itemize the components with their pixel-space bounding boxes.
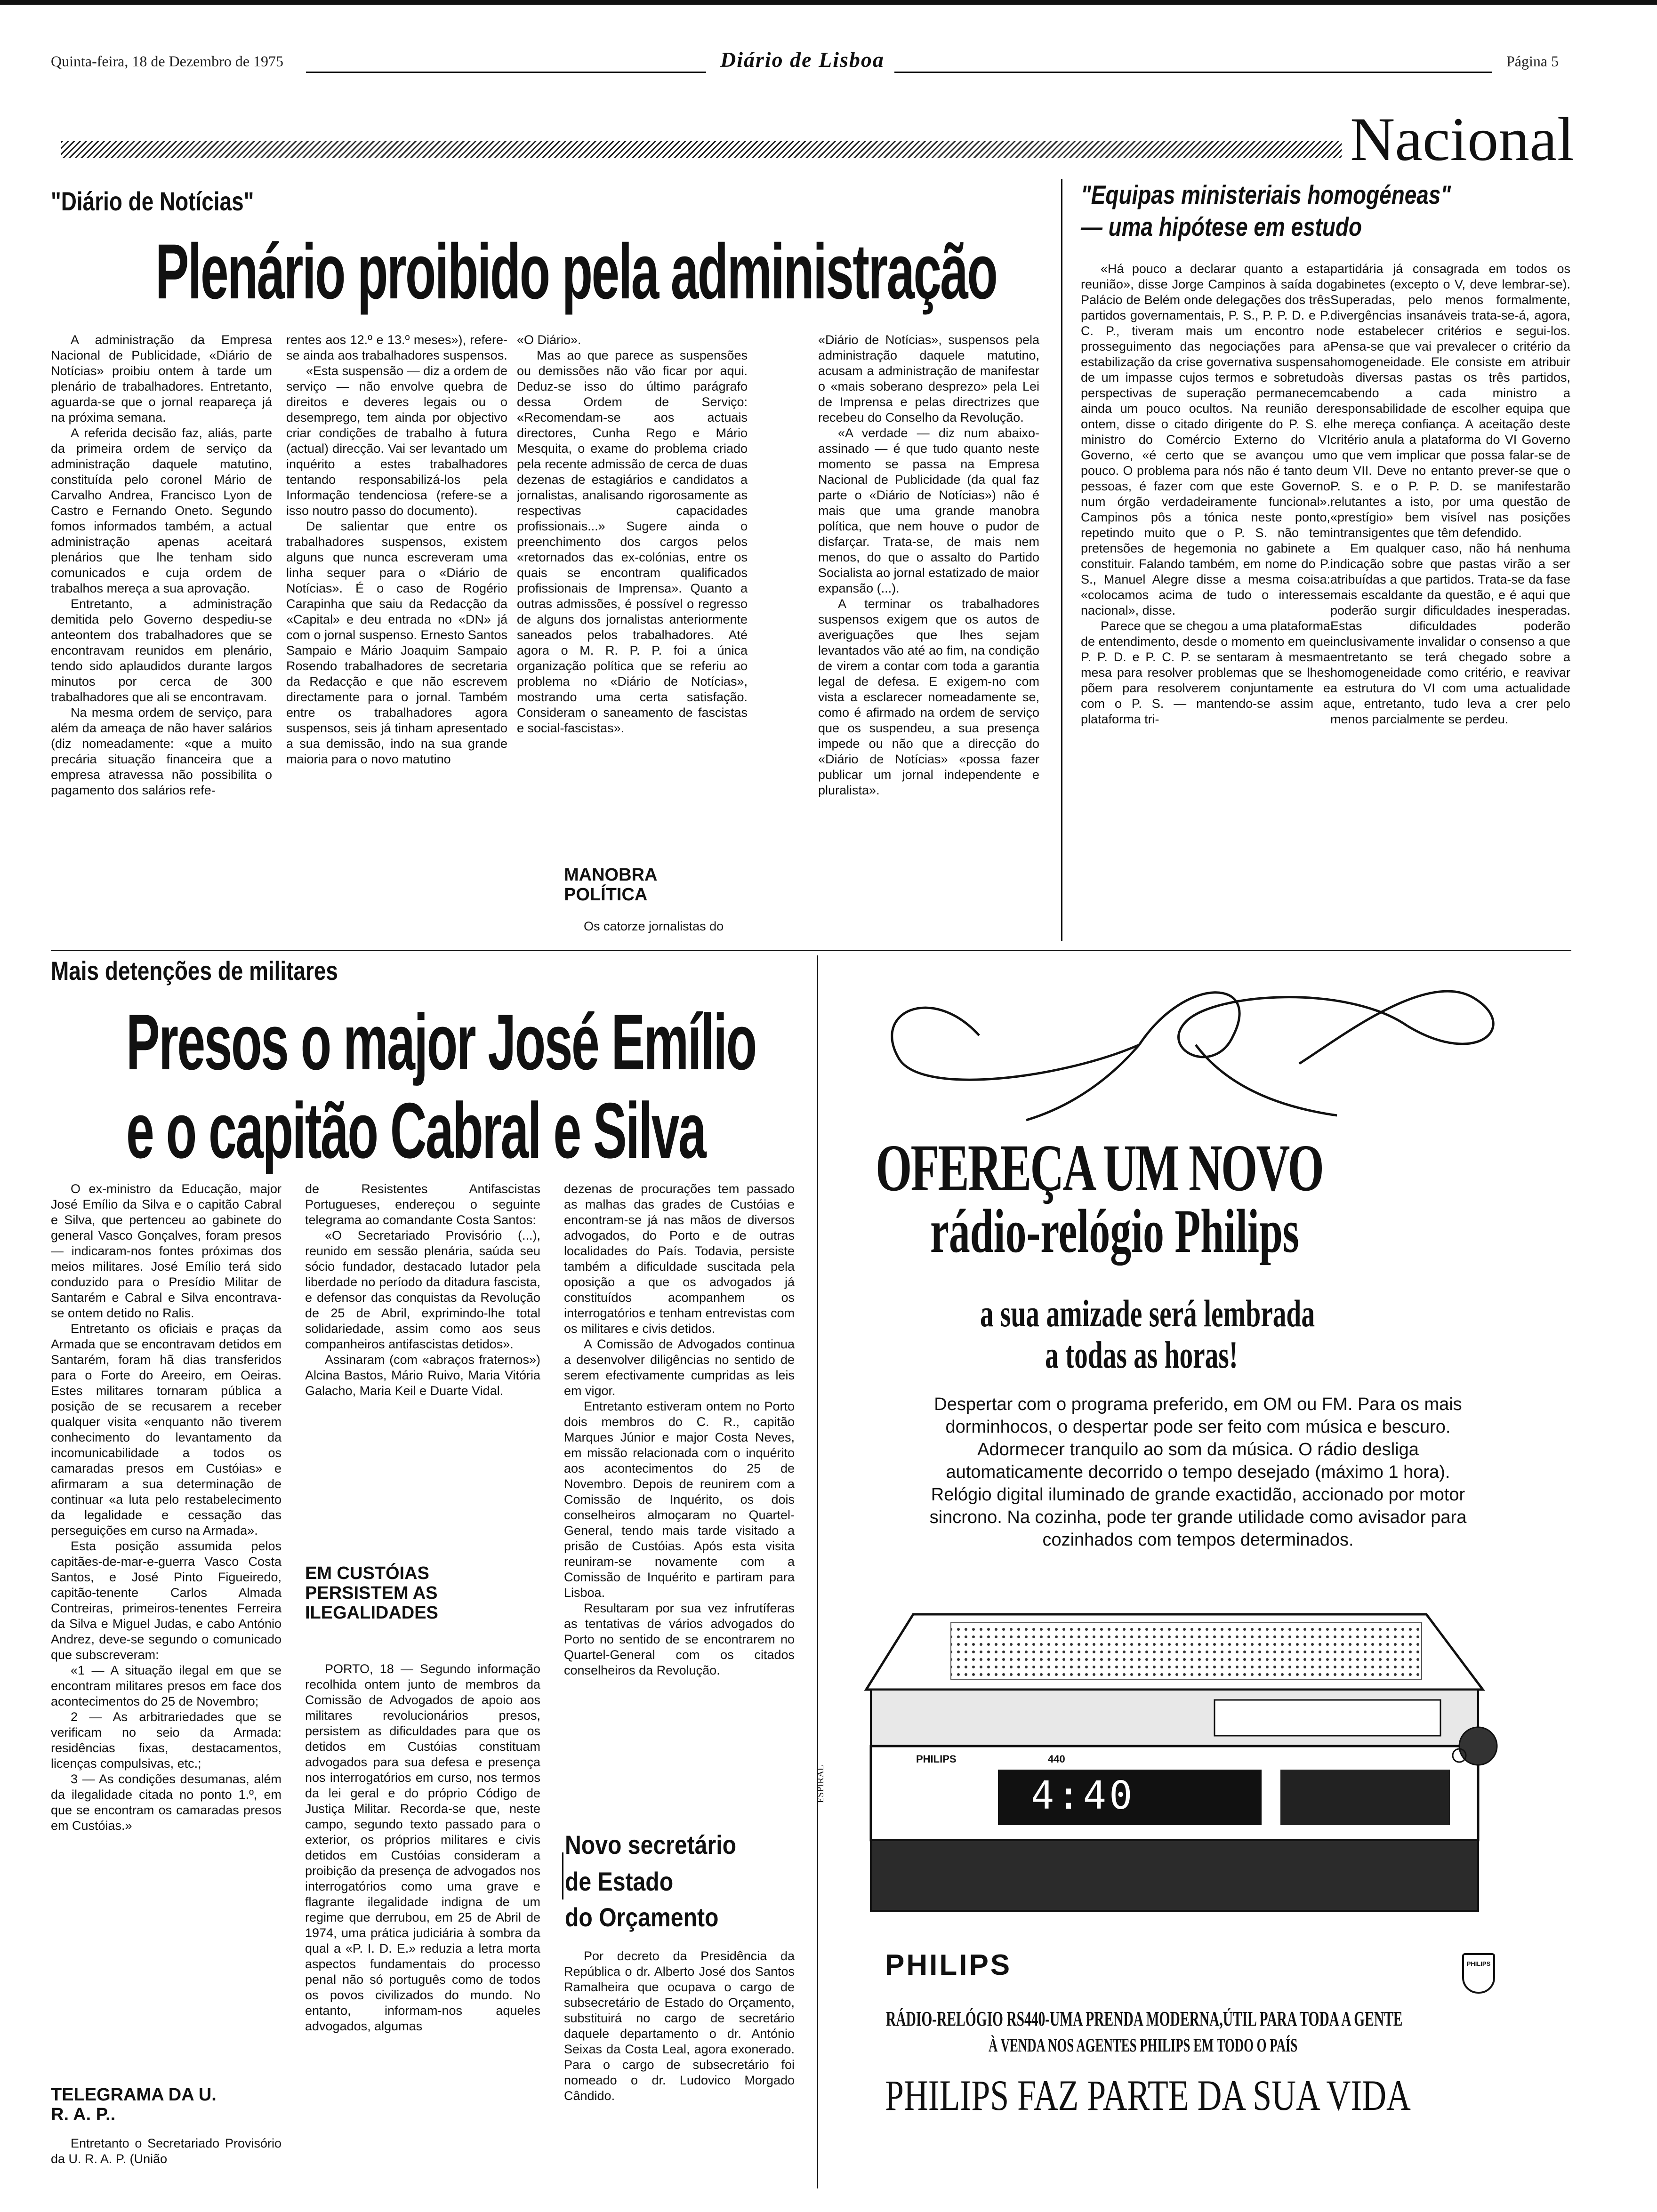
top-story-subhead: MANOBRA POLÍTICA xyxy=(564,865,657,905)
ribbon-center-loop xyxy=(1139,993,1408,1057)
advert-headline-line-2: rádio-relógio Philips xyxy=(930,1196,1299,1266)
side-story-headline: — uma hipótese em estudo xyxy=(1081,212,1362,241)
masthead-page: Página 5 xyxy=(1506,53,1559,70)
telegram-subhead: TELEGRAMA DA U. R. A. P.. xyxy=(51,2085,217,2124)
secretary-headline-line-2: de Estado xyxy=(565,1867,674,1896)
radio-brand-label: PHILIPS xyxy=(916,1753,957,1765)
ribbon-bow-icon xyxy=(828,955,1563,1134)
advert xyxy=(815,955,1572,2188)
bottom-story-column-1: O ex-ministro da Educação, major José Emílio da Silva e o capitão Cabral e Silva, que pertenceu ao gabinete do general Vasco Gonçalves, foram presos — indicaram-nos fontes próximas dos meios militares. José Emílio terá sido conduzido para o Presídio Militar de Santarém e Cabral e Silva encontrava-se ontem detido no Ralis. Entretanto os oficiais e praças da Armada que se encontravam detidos em Santarém, foram hã dias transferidos para o Forte do Areeiro, em Oeiras. Estes militares tornaram pública a posição de se recusarem a receber qualquer visita «enquanto não tiverem conhecimento do levantamento da incomunicabilidade a todos os camaradas presos em Custóias» e afirmaram a sua determinação de continuar «a luta pelo restabelecimento da legalidade e cessação das perseguições em curso na Armada». Esta posição assumida pelos capitães-de-mar-e-guerra Vasco Costa Santos, e José Pinto Figueiredo, capitão-tenente Carlos Almada Contreiras, primeiros-tenentes Ferreira da Silva e Miguel Judas, e cabo António Andrez, deve-se segundo o comunicado que subscreveram: «1 — A situação ilegal em que se encontram militares presos em face dos acontecimentos do 25 de Novembro; 2 — As arbitrariedades que se verificam no seio da Armada: residências fixas, destacamentos, licenças compulsivas, etc.; 3 — As condições desumanas, além da ilegalidade citada no ponto 1.º, em que se encontram os camaradas presos em Custóias.» xyxy=(51,1182,282,1833)
masthead-rule-right xyxy=(894,72,1492,73)
advert-agency-credit: ESPIRAL xyxy=(815,1765,826,1803)
side-story-column-2: partidária já consagrada em todos os gabinetes (excepto o V, deve lembrar-se). Superadas, pelo menos formalmente, divergências insanáveis trata-se-á, agora, de estabelecer critérios e segui-los. Pensa-se que vai prevalecer o critério da homogeneidade. Ele consiste em atribuir às diversas pastas os três partidos, cabendo a cada ministro a responsabilidade de escolher equipa que lhe mereça confiança. A aceitação deste critério anula a plataforma do VI Governo o que vem implicar que possa falar-se de um VII. Deve no entanto prever-se que o P. S. e o P. P. D. se manifestarão relutantes a isto, por uma questão de «prestígio» bem visível nas posições intransigentes que têm defendido. Em qualquer caso, não há nenhuma indicação sobre que pastas virão a ser atribuídas a que partidos. Trata-se da fase mais escaldante da questão, e é aqui que poderão surgir dificuldades inesperadas. Estas dificuldades poderão inclusivamente invalidar o consenso a que entretanto se terá chegado sobre a homogeneidade como critério, e reavivar a estrutura do VI com uma actualidade que, entretanto, tudo leva a crer pelo menos parcialmente se perdeu. xyxy=(1330,262,1570,726)
advert-body: Despertar com o programa preferido, em OM ou FM. Para os mais dorminhocos, o despertar pode ser feito com música e bescuro. Adormecer tranquilo ao som da música. O rádio desliga automaticamente decorrido o tempo desejado (máximo 1 hora). Relógio digital iluminado de grande exactidão, accionado por motor sincrono. Na cozinha, pode ter grande utilidade como avisador para cozinhados com tempos determinados. xyxy=(929,1395,1467,1550)
masthead-title: Diário de Lisboa xyxy=(720,48,885,72)
ribbon-right-loop xyxy=(1299,991,1493,1064)
radio-clock-time: 4:40 xyxy=(1031,1773,1135,1818)
ribbon-left-loop xyxy=(892,1008,1139,1080)
side-story-kicker: "Equipas ministeriais homogéneas" xyxy=(1081,180,1451,209)
radio-model-label: 440 xyxy=(1048,1753,1065,1765)
philips-shield-label: PHILIPS xyxy=(1466,1960,1491,1967)
column-divider-bottom xyxy=(817,955,818,2188)
section-hatch-bar xyxy=(61,141,1342,158)
custoias-text: PORTO, 18 — Segundo informação recolhida ontem junto de membros da Comissão de Advogados de apoio aos militares revolucionários presos, persistem as dificuldades para que os detidos em Custóias constituam advogados para sua defesa e presença nos interrogatórios em curso, nos termos da lei geral e do próprio Código de Justiça Militar. Recorda-se que, neste campo, segundo texto passado para o exterior, os próprios militares e civis detidos em Custóias consideram a proibição da presença de advogados nos interrogatórios como uma grave e flagrante ilegalidade indigna de um regime que derrubou, em 25 de Abril de 1974, uma prática judiciária à sombra da qual a «P. I. D. E.» reduzia a letra morta aspectos fundamentais do processo penal não só português como de todos os povos civilizados do mundo. No entanto, informam-nos aqueles advogados, algumas xyxy=(305,1662,540,2033)
bottom-story-headline-line-1: Presos o major José Emílio xyxy=(126,998,756,1086)
masthead-date: Quinta-feira, 18 de Dezembro de 1975 xyxy=(51,53,284,70)
section-divider-horizontal xyxy=(51,950,1571,951)
section-name: Nacional xyxy=(1350,104,1575,174)
top-border xyxy=(0,0,1657,5)
secretary-headline-line-3: do Orçamento xyxy=(565,1902,719,1932)
top-story-column-2: rentes aos 12.º e 13.º meses»), refere-se ainda aos trabalhadores suspensos. «Esta suspensão — diz a ordem de serviço — não envolve quebra de direitos e deveres legais ou o desemprego, tem ainda por objectivo criar condições de trabalho à futura (actual) direcção. Vai ser levantado um inquérito a estes trabalhadores tentando responsabilizá-los pela Informação tendenciosa (refere-se a isso noutro passo do documento). De salientar que entre os trabalhadores suspensos, existem alguns que nunca escreveram uma linha sequer para o «Diário de Notícias». É o caso de Rogério Carapinha que saiu da Redacção da «Capital» e deu entrada no «DN» já com o jornal suspenso. Ernesto Santos Sampaio e Mário Joaquim Sampaio Rosendo trabalhadores de secretaria da Redacção e que não escrevem directamente para o jornal. Também entre os trabalhadores agora suspensos, seis já tinham apresentado a sua demissão, indo na sua grande maioria para o novo matutino xyxy=(286,333,507,766)
radio-speaker-grille xyxy=(951,1623,1422,1679)
side-story-column-1: «Há pouco a declarar quanto a esta reunião», disse Jorge Campinos à saída do Palácio de Belém onde delegações dos três partidos governamentais, P. S., P. P. D. e P. C. P., tiveram mais um encontro no prosseguimento das negociações para a estabilização da crise governativa suspensa de um impasse cujos termos e sobretudo perspectivas de superação permanecem ainda um pouco ocultos. Na reunião de ontem, disse o citado dirigente do P. S. e ministro do Comércio Externo do VI Governo, «é certo que se avançou um pouco. O problema para nós não é tanto de pessoas, é fazer com que este Governo num órgão verdadeiramente funcional». Campinos pôs a tónica neste ponto, repetindo muito que o P. S. não tem pretensões de hegemonia no gabinete a constituir. Falando também, em nome do P. S., Manuel Alegre disse a mesma coisa: «colocamos acima de tudo o interesse nacional», disse. Parece que se chegou a uma plataforma de entendimento, desde o momento em que P. P. D. e P. C. P. se sentaram à mesma mesa para resolver problemas que se lhes põem para resolverem conjuntamente e com o P. S. — mantendo-se assim a plataforma tri- xyxy=(1081,262,1330,726)
ribbon-tail-right xyxy=(1196,1045,1337,1115)
radio-base xyxy=(871,1840,1478,1911)
philips-shield-icon xyxy=(1462,1953,1495,1994)
radio-right-panel xyxy=(1280,1770,1450,1825)
top-story-column-4: «Diário de Notícias», suspensos pela administração daquele matutino, acusam a administração de manifestar o «mais soberano desprezo» pela Lei de Imprensa e pelas directrizes que recebeu do Conselho da Revolução. «A verdade — diz num abaixo-assinado — é que tudo quanto neste momento se passa na Empresa Nacional de Publicidade (da qual faz parte o «Diário de Notícias») não é mais que uma grande manobra política, que nem houve o pudor de disfarçar. Trata-se, de mais nem menos, do que o assalto do Partido Socialista ao jornal estatizado de maior expansão (...). A terminar os trabalhadores suspensos exigem que os autos de averiguações que lhes sejam levantados vão até ao fim, na condição de virem a contar com toda a garantia legal de defesa. E exigem-no com vista a esclarecer nomeadamente se, como é afirmado na ordem de serviço que os suspendeu, a sua presença impede ou não que a direcção do «Diário de Notícias» «possa fazer publicar um jornal independente e pluralista». xyxy=(818,333,1039,797)
radio-clock-illustration xyxy=(857,1595,1525,1934)
bottom-story-column-2: de Resistentes Antifascistas Portugueses, endereçou o seguinte telegrama ao comandante Costa Santos: «O Secretariado Provisório (...), reunido em sessão plenária, saúda seu sócio fundador, destacado lutador pela liberdade no período da ditadura fascista, e defensor das conquistas da Revolução de 25 de Abril, exprimindo-lhe total solidariedade, assim como aos seus companheiros antifascistas detidos». Assinaram (com «abraços fraternos») Alcina Bastos, Mário Ruivo, Maria Vitória Galacho, Maria Keil e Duarte Vidal. xyxy=(305,1182,540,1398)
top-story-column-1: A administração da Empresa Nacional de Publicidade, «Diário de Notícias» proibiu ontem à tarde um plenário de trabalhadores. Entretanto, aguarda-se que o jornal reapareça já na próxima semana. A referida decisão faz, aliás, parte da primeira ordem de serviço da administração daquele matutino, constituída pelo coronel Mário de Carvalho Andrea, Francisco Lyon de Castro e Fernando Oneto. Segundo fomos informados também, a actual administração apenas aceitará plenários que lhe tenham sido comunicados e cuja ordem de trabalhos mereça a sua aprovação. Entretanto, a administração demitida pelo Governo despediu-se anteontem dos trabalhadores que se encontravam reunidos em plenário, tendo sido aplaudidos durante largos minutos por cerca de 300 trabalhadores que ali se encontravam. Na mesma ordem de serviço, para além da ameaça de não haver salários (diz nomeadamente: «que a muito precária situação financeira que a empresa atravessa não possibilita o pagamento dos salários refe- xyxy=(51,333,272,797)
advert-subhead-line-2: a todas as horas! xyxy=(1045,1333,1238,1376)
top-story-kicker: "Diário de Notícias" xyxy=(51,186,254,216)
telegram-text: Entretanto o Secretariado Provisório da U. R. A. P. (União xyxy=(51,2136,282,2166)
top-story-column-3: «O Diário». Mas ao que parece as suspensões ou demissões não vão ficar por aqui. Deduz-se isso do último parágrafo dessa Ordem de Serviço: «Recomendam-se aos actuais directores, Cunha Rego e Mário Mesquita, o exame do problema criado pela recente admissão de cerca de duas dezenas de estagiários e candidatos a jornalistas, analisando rigorosamente as respectivas capacidades profissionais...» Sugere ainda o preenchimento dos cargos pelos «retornados das ex-colónias, entre os quais se encontram qualificados profissionais de Imprensa». Quanto a outras admissões, é possível o regresso de alguns dos jornalistas anteriormente saneados pelos trabalhadores. Até agora o M. R. P. P. foi a única organização política que se referiu ao problema no «Diário de Notícias», mostrando uma certa satisfação. Consideram o saneamento de fascistas e social-fascistas». xyxy=(517,333,748,735)
secretary-story-text: Por decreto da Presidência da República o dr. Alberto José dos Santos Ramalheira que ocupava o cargo de subsecretário de Estado do Orçamento, substituirá no cargo de secretário daquele departamento o dr. António Seixas da Costa Leal, agora exonerado. Para o cargo de subsecretário foi nomeado o dr. Ludovico Morgado Cândido. xyxy=(564,1949,795,2103)
secretary-box-rule xyxy=(562,1852,563,1899)
top-story-headline: Plenário proibido pela administração xyxy=(155,228,997,315)
advert-philips-logo: PHILIPS xyxy=(885,1949,1012,1981)
secretary-headline-line-1: Novo secretário xyxy=(565,1830,737,1859)
bottom-story-headline-line-2: e o capitão Cabral e Silva xyxy=(126,1086,706,1175)
masthead-rule-left xyxy=(306,72,706,73)
advert-subhead-line-1: a sua amizade será lembrada xyxy=(980,1292,1315,1335)
custoias-subhead: EM CUSTÓIAS PERSISTEM AS ILEGALIDADES xyxy=(305,1563,438,1623)
advert-footer-line-2: À VENDA NOS AGENTES PHILIPS EM TODO O PAÍS xyxy=(989,2035,1298,2056)
top-story-subhead-text: Os catorze jornalistas do xyxy=(584,919,724,933)
advert-footer-line-1: RÁDIO-RELÓGIO RS440-UMA PRENDA MODERNA,ÚTIL PARA TODA A GENTE xyxy=(886,2007,1403,2030)
bottom-story-kicker: Mais detenções de militares xyxy=(51,956,338,986)
ribbon-tail-left xyxy=(1026,1045,1139,1120)
bottom-story-column-3: dezenas de procurações tem passado as malhas das grades de Custóias e encontram-se já nas mãos de diversos advogados, do Porto e de outras localidades do País. Todavia, persiste também a dificuldade suscitada pela oposição a que os advogados já constituídos acompanhem os interrogatórios e tenham entrevistas com os militares e civis detidos. A Comissão de Advogados continua a desenvolver diligências no sentido de serem efectivamente cumpridas as leis em vigor. Entretanto estiveram ontem no Porto dois membros do C. R., capitão Marques Júnior e major Costa Neves, em missão relacionada com o inquérito aos acontecimentos do 25 de Novembro. Depois de reunirem com a Comissão de Inquérito, os dois conselheiros almoçaram no Quartel-General, tendo mais tarde visitado a prisão de Custóias. Após esta visita reuniram-se novamente com a Comissão de Inquérito e partiram para Lisboa. Resultaram por sua vez infrutíferas as tentativas de vários advogados do Porto no sentido de se encontrarem no Quartel-General com os citados conselheiros da Revolução. xyxy=(564,1182,795,1677)
radio-tuning-scale xyxy=(1215,1700,1440,1736)
column-divider-top xyxy=(1061,179,1062,941)
advert-slogan: PHILIPS FAZ PARTE DA SUA VIDA xyxy=(885,2071,1411,2119)
advert-headline-line-1: OFEREÇA UM NOVO xyxy=(876,1130,1323,1205)
